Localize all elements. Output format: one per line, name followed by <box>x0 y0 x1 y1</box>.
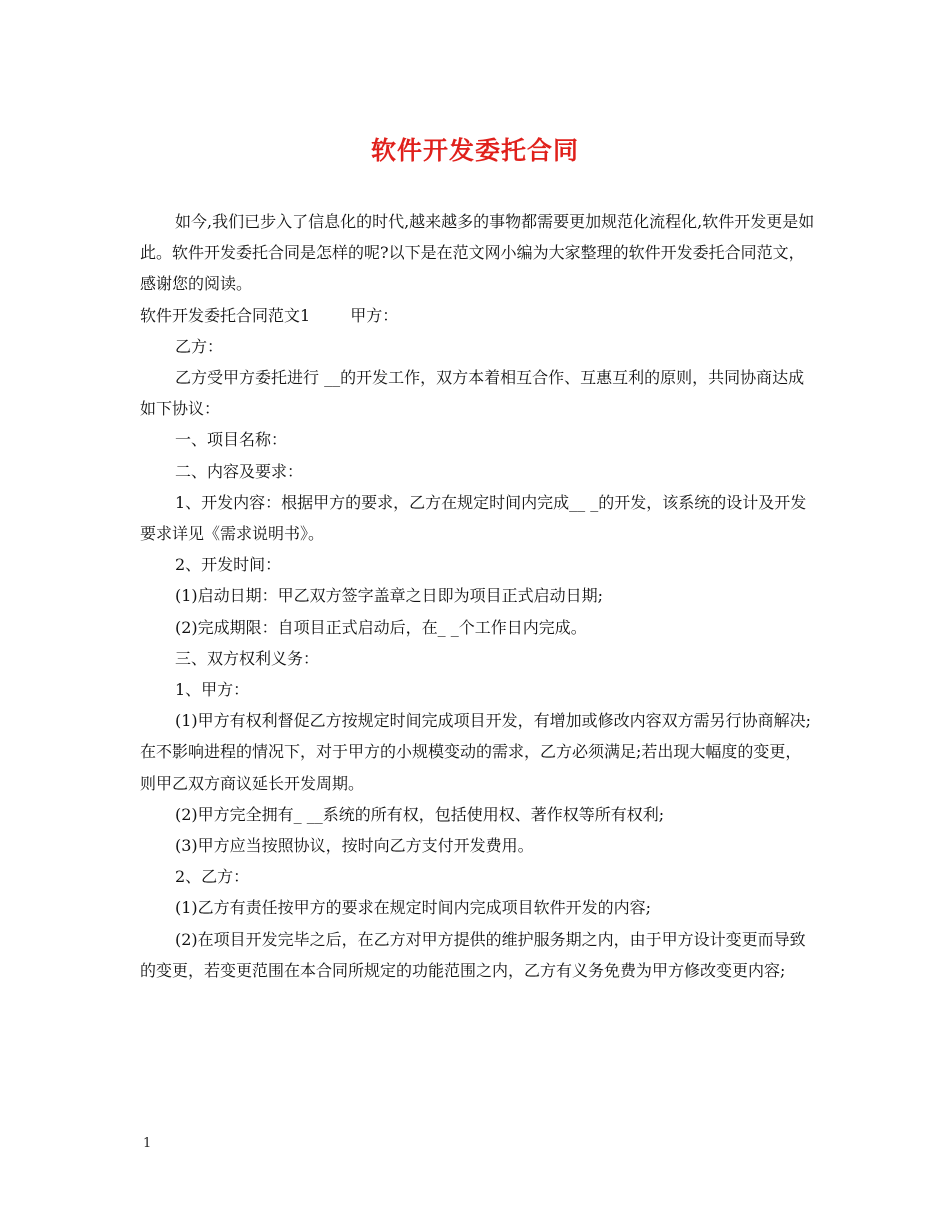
paragraph: (1)乙方有责任按甲方的要求在规定时间内完成项目软件开发的内容; <box>175 898 652 918</box>
document-title: 软件开发委托合同 <box>370 136 579 165</box>
paragraph: 乙方受甲方委托进行 __的开发工作，双方本着相互合作、互惠互利的原则，共同协商达成如下协议： <box>140 368 805 419</box>
paragraph: (2)在项目开发完毕之后，在乙方对甲方提供的维护服务期之内，由于甲方设计变更而导致的变更，若变更范围在本合同所规定的功能范围之内，乙方有义务免费为甲方修改变更内容; <box>140 929 806 980</box>
paragraph: (1)甲方有权利督促乙方按规定时间完成项目开发，有增加或修改内容双方需另行协商解决;在不影响进程的情况下，对于甲方的小规模变动的需求，乙方必须满足;若出现大幅度的变更，则甲乙双方商议延长开发周期。 <box>140 711 812 793</box>
paragraph: (2)完成期限：自项目正式启动后，在_ _个工作日内完成。 <box>175 617 587 637</box>
paragraph: (1)启动日期：甲乙双方签字盖章之日即为项目正式启动日期; <box>175 586 604 606</box>
sample-heading-line <box>140 300 816 331</box>
paragraph: 一、项目名称： <box>175 430 288 450</box>
paragraph: 2、乙方： <box>175 867 250 887</box>
paragraph: 2、开发时间： <box>175 555 282 575</box>
document-body <box>140 206 816 986</box>
paragraph: 三、双方权利义务： <box>175 648 320 668</box>
intro-paragraph: 如今,我们已步入了信息化的时代,越来越多的事物都需要更加规范化流程化,软件开发更是如此。软件开发委托合同是怎样的呢?以下是在范文网小编为大家整理的软件开发委托合同范文，感谢您的阅读。 <box>140 212 815 294</box>
paragraph: (2)甲方完全拥有_ __系统的所有权，包括使用权、著作权等所有权利; <box>175 804 665 824</box>
sample-heading: 软件开发委托合同范文1 <box>140 305 311 325</box>
paragraph: 1、甲方： <box>175 680 250 700</box>
party-a-label: 甲方： <box>350 305 399 325</box>
paragraph: (3)甲方应当按照协议，按时向乙方支付开发费用。 <box>175 836 534 856</box>
page-number: 1 <box>143 1136 152 1151</box>
paragraph: 1、开发内容：根据甲方的要求，乙方在规定时间内完成__ _的开发，该系统的设计及开发要求详见《需求说明书》。 <box>140 492 807 544</box>
party-b-label: 乙方： <box>175 336 224 356</box>
paragraph: 二、内容及要求： <box>175 461 304 481</box>
